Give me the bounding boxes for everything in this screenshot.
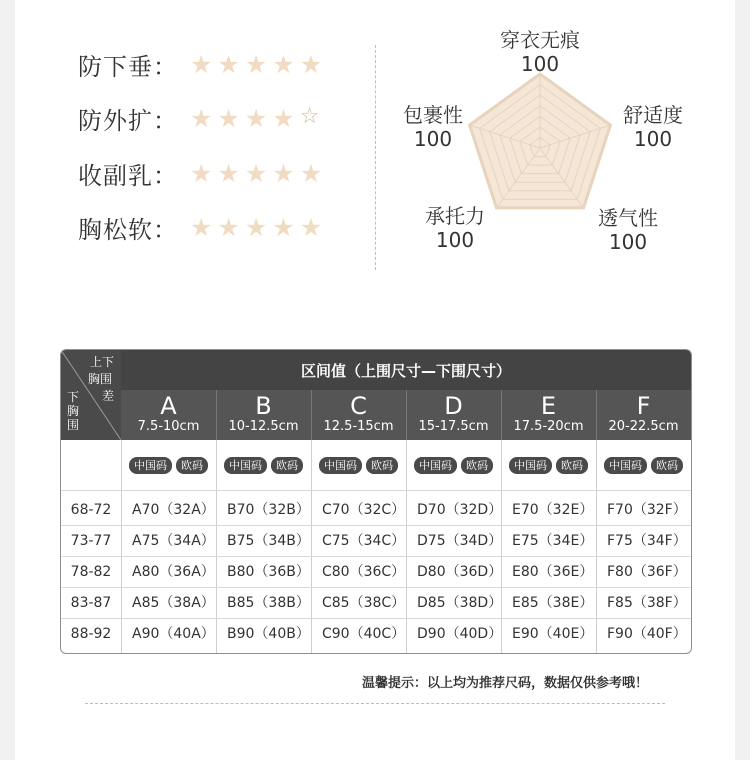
- radar-axis-value: 100: [608, 230, 648, 254]
- size-cell: B80（36B）: [227, 564, 310, 580]
- size-cell: B90（40B）: [227, 626, 310, 642]
- eu-size-badge: 欧码: [556, 457, 588, 474]
- underbust-range: 83-87: [70, 595, 112, 611]
- size-cell: D85（38D）: [417, 595, 503, 611]
- radar-label-top: [495, 28, 585, 76]
- star-rating: [190, 103, 320, 133]
- cup-letter: F: [636, 392, 651, 420]
- china-size-badge: 中国码: [319, 457, 362, 474]
- radar-axis-name: 穿衣无痕: [500, 28, 580, 52]
- grid-horizontal-line: [61, 490, 691, 491]
- size-cell: C90（40C）: [322, 626, 406, 642]
- size-cell: D90（40D）: [417, 626, 503, 642]
- star-empty-icon: ☆: [299, 103, 320, 129]
- star-filled-icon: ★: [272, 212, 295, 242]
- cup-range: 20-22.5cm: [608, 419, 679, 434]
- page-edge-left: [0, 0, 15, 760]
- size-table: [60, 349, 692, 654]
- size-cell: E85（38E）: [512, 595, 594, 611]
- eu-size-badge: 欧码: [176, 457, 208, 474]
- star-filled-icon: ★: [190, 212, 213, 242]
- star-filled-icon: ★: [272, 158, 295, 188]
- eu-size-badge: 欧码: [461, 457, 493, 474]
- size-cell: D80（36D）: [417, 564, 503, 580]
- star-filled-icon: ★: [217, 49, 240, 79]
- cup-range: 15-17.5cm: [418, 419, 489, 434]
- underbust-range: 78-82: [70, 564, 112, 580]
- size-cell: F90（40F）: [607, 626, 687, 642]
- size-cell: C75（34C）: [322, 533, 406, 549]
- star-rating: [190, 212, 323, 242]
- radar-chart: [380, 20, 710, 270]
- page-edge-right: [735, 0, 750, 760]
- star-filled-icon: ★: [299, 49, 323, 79]
- star-filled-icon: ★: [217, 158, 240, 188]
- star-filled-icon: ★: [244, 212, 268, 242]
- size-cell: D75（34D）: [417, 533, 503, 549]
- china-size-badge: 中国码: [509, 457, 552, 474]
- underbust-range: 88-92: [70, 626, 112, 642]
- cup-header-separator: [311, 390, 312, 440]
- size-system-pair: [501, 440, 596, 490]
- cup-header-b: [216, 390, 311, 440]
- radar-axis-value: 100: [413, 127, 453, 151]
- size-cell: E90（40E）: [512, 626, 594, 642]
- radar-label-right: [608, 103, 698, 151]
- size-system-pair: [121, 440, 216, 490]
- radar-axis-value: 100: [520, 52, 560, 76]
- size-system-pair: [216, 440, 311, 490]
- radar-axis-value: 100: [435, 228, 475, 252]
- radar-label-left: [388, 103, 478, 151]
- table-corner-header: [61, 350, 121, 440]
- rating-row: [78, 153, 322, 193]
- cup-letter: E: [540, 392, 557, 420]
- size-system-pair: [596, 440, 691, 490]
- cup-letter: A: [160, 392, 177, 420]
- star-rating: [190, 49, 323, 79]
- grid-vertical-line: [596, 440, 597, 653]
- cup-range: 12.5-15cm: [323, 419, 394, 434]
- radar-axis-name: 舒适度: [623, 103, 683, 127]
- corner-label-top: 上下: [90, 355, 115, 369]
- star-filled-icon: ★: [244, 49, 268, 79]
- size-system-pair: [406, 440, 501, 490]
- cup-header-d: [406, 390, 501, 440]
- cup-header-separator: [216, 390, 217, 440]
- cup-header-e: [501, 390, 596, 440]
- china-size-badge: 中国码: [414, 457, 457, 474]
- star-filled-icon: ★: [217, 103, 240, 133]
- size-cell: B75（34B）: [227, 533, 310, 549]
- rating-label: 防外扩：: [78, 106, 178, 135]
- size-system-pair: [311, 440, 406, 490]
- size-cell: C70（32C）: [322, 502, 406, 518]
- cup-header-a: [121, 390, 216, 440]
- size-cell: E80（36E）: [512, 564, 594, 580]
- china-size-badge: 中国码: [604, 457, 647, 474]
- size-cell: B70（32B）: [227, 502, 310, 518]
- star-filled-icon: ★: [190, 103, 213, 133]
- radar-axis-name: 透气性: [598, 206, 658, 230]
- rating-label: 防下垂：: [78, 52, 178, 81]
- cup-range: 7.5-10cm: [137, 419, 200, 434]
- size-cell: B85（38B）: [227, 595, 310, 611]
- size-cell: F80（36F）: [607, 564, 687, 580]
- cup-letter: B: [255, 392, 272, 420]
- star-rating: [190, 158, 323, 188]
- cup-header-separator: [501, 390, 502, 440]
- cup-letter: D: [444, 392, 463, 420]
- size-cell: C85（38C）: [322, 595, 406, 611]
- china-size-badge: 中国码: [224, 457, 267, 474]
- star-filled-icon: ★: [190, 49, 213, 79]
- underbust-range: 68-72: [70, 502, 112, 518]
- radar-label-bottom-right: [583, 206, 673, 254]
- bottom-divider: [85, 703, 665, 704]
- size-cell: E70（32E）: [512, 502, 594, 518]
- cup-header-f: [596, 390, 691, 440]
- corner-label-left: 下胸围: [67, 390, 80, 432]
- size-cell: F75（34F）: [607, 533, 687, 549]
- radar-axis-name: 承托力: [425, 204, 485, 228]
- eu-size-badge: 欧码: [271, 457, 303, 474]
- star-filled-icon: ★: [217, 212, 240, 242]
- star-filled-icon: ★: [190, 158, 213, 188]
- cup-header-separator: [406, 390, 407, 440]
- eu-size-badge: 欧码: [651, 457, 683, 474]
- table-title-bar: 区间值（上围尺寸—下围尺寸）: [121, 350, 691, 390]
- rating-row: [78, 98, 319, 138]
- size-cell: A90（40A）: [132, 626, 215, 642]
- grid-vertical-line: [311, 440, 312, 653]
- cup-range: 10-12.5cm: [228, 419, 299, 434]
- cup-header-separator: [596, 390, 597, 440]
- star-filled-icon: ★: [244, 103, 268, 133]
- radar-axis-value: 100: [633, 127, 673, 151]
- rating-label: 胸松软：: [78, 215, 178, 244]
- size-cell: C80（36C）: [322, 564, 406, 580]
- size-cell: F85（38F）: [607, 595, 687, 611]
- corner-label-mid: 胸围: [88, 372, 113, 386]
- eu-size-badge: 欧码: [366, 457, 398, 474]
- grid-vertical-line: [216, 440, 217, 653]
- radar-axis-name: 包裹性: [403, 103, 463, 127]
- star-filled-icon: ★: [272, 49, 295, 79]
- vertical-divider: [375, 45, 376, 270]
- star-filled-icon: ★: [299, 158, 323, 188]
- rating-row: [78, 207, 322, 247]
- size-cell: A80（36A）: [132, 564, 215, 580]
- grid-vertical-line: [121, 440, 122, 653]
- cup-header-c: [311, 390, 406, 440]
- rating-row: [78, 44, 322, 84]
- size-cell: E75（34E）: [512, 533, 594, 549]
- china-size-badge: 中国码: [129, 457, 172, 474]
- size-note: 温馨提示：以上均为推荐尺码，数据仅供参考哦！: [362, 676, 649, 691]
- star-filled-icon: ★: [299, 212, 323, 242]
- star-filled-icon: ★: [244, 158, 268, 188]
- underbust-range: 73-77: [70, 533, 112, 549]
- grid-vertical-line: [691, 440, 692, 653]
- cup-letter: C: [350, 392, 367, 420]
- size-cell: F70（32F）: [607, 502, 687, 518]
- star-filled-icon: ★: [272, 103, 295, 133]
- size-cell: D70（32D）: [417, 502, 503, 518]
- size-cell: A75（34A）: [132, 533, 215, 549]
- rating-label: 收副乳：: [78, 161, 178, 190]
- grid-vertical-line: [406, 440, 407, 653]
- size-cell: A70（32A）: [132, 502, 215, 518]
- corner-label-right: 差: [102, 389, 115, 403]
- radar-label-bottom-left: [410, 204, 500, 252]
- size-cell: A85（38A）: [132, 595, 215, 611]
- cup-range: 17.5-20cm: [513, 419, 584, 434]
